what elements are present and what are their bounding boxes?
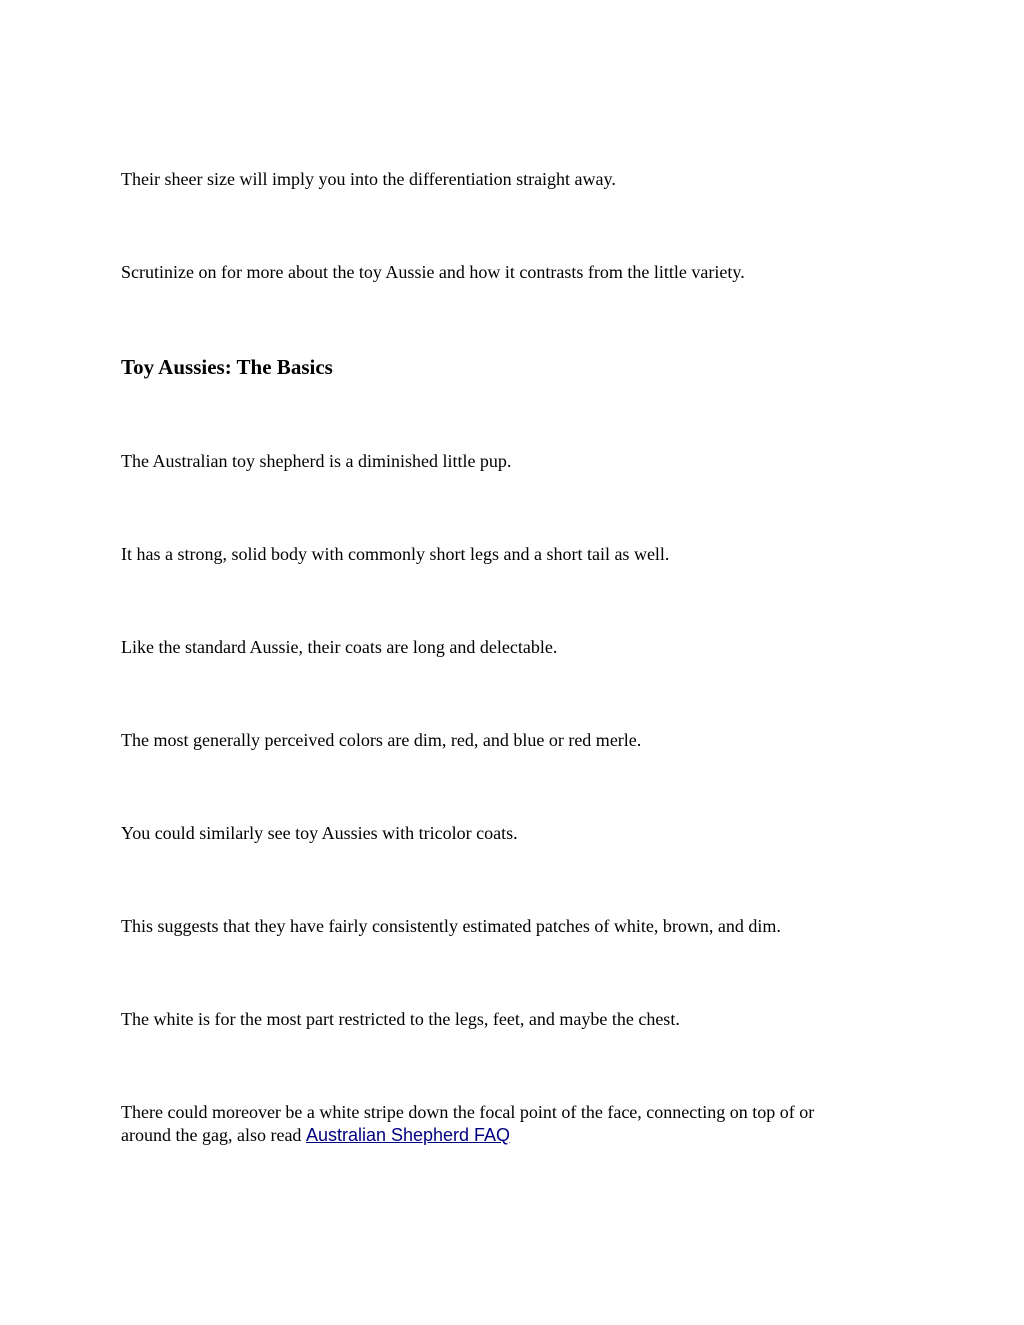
paragraph-sheer-size: Their sheer size will imply you into the differentiation straight away. (121, 169, 616, 189)
paragraph-stripe-line-2-text: around the gag, also read (121, 1125, 306, 1145)
paragraph-stripe-line-1: There could moreover be a white stripe down the focal point of the face, connecting on top of or (121, 1102, 815, 1122)
paragraph-coats: Like the standard Aussie, their coats are long and delectable. (121, 637, 558, 657)
paragraph-tricolor: You could similarly see toy Aussies with tricolor coats. (121, 823, 518, 843)
paragraph-white: The white is for the most part restricted to the legs, feet, and maybe the chest. (121, 1009, 680, 1029)
section-heading: Toy Aussies: The Basics (121, 355, 333, 379)
paragraph-stripe-line-2 (121, 1124, 911, 1147)
paragraph-scrutinize: Scrutinize on for more about the toy Aussie and how it contrasts from the little variety. (121, 262, 745, 282)
paragraph-patches: This suggests that they have fairly consistently estimated patches of white, brown, and dim. (121, 916, 781, 936)
australian-shepherd-faq-link[interactable]: Australian Shepherd FAQ (305, 1125, 511, 1145)
paragraph-colors: The most generally perceived colors are dim, red, and blue or red merle. (121, 730, 642, 750)
paragraph-stripe (121, 1101, 911, 1147)
paragraph-body: It has a strong, solid body with commonly short legs and a short tail as well. (121, 544, 670, 564)
paragraph-toy-shepherd: The Australian toy shepherd is a diminished little pup. (121, 451, 512, 471)
